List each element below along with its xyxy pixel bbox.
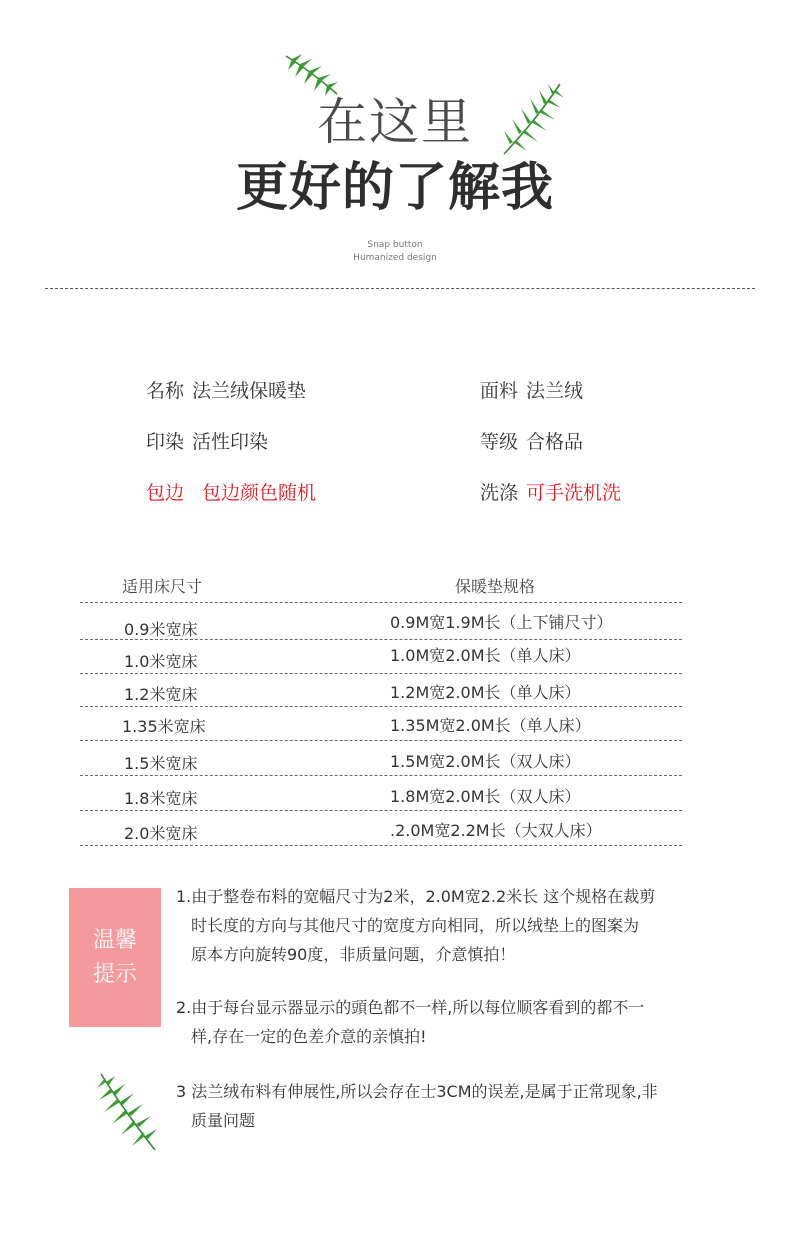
table-cell-spec: 1.8M宽2.0M长（双人床） <box>390 787 581 806</box>
header-divider <box>45 288 755 289</box>
tips-badge-line1: 温馨 <box>92 927 137 953</box>
table-divider <box>80 740 682 741</box>
spec-label: 洗涤 <box>480 482 519 504</box>
table-divider <box>80 706 682 707</box>
spec-value: 活性印染 <box>192 431 269 453</box>
table-divider <box>80 845 682 846</box>
table-cell-bed: 1.8米宽床 <box>124 789 198 808</box>
spec-value: 可手洗机洗 <box>526 482 622 504</box>
spec-label: 印染 <box>146 431 185 453</box>
subtitle-line2: Humanized design <box>353 253 437 263</box>
table-header-pad-spec: 保暖垫规格 <box>455 577 536 596</box>
spec-label: 名称 <box>146 380 185 402</box>
table-divider <box>80 639 682 640</box>
spec-label: 等级 <box>480 431 519 453</box>
table-cell-bed: 1.0米宽床 <box>124 652 198 671</box>
table-cell-bed: 2.0米宽床 <box>124 824 198 843</box>
table-cell-bed: 1.2米宽床 <box>124 685 198 704</box>
tip-note-line: 3 法兰绒布料有伸展性,所以会存在士3CM的误差,是属于正常现象,非 <box>176 1082 658 1101</box>
spec-item <box>146 427 268 454</box>
spec-label: 包边 <box>146 482 185 504</box>
table-header-bed-size: 适用床尺寸 <box>122 577 203 596</box>
table-cell-bed: 1.5米宽床 <box>124 754 198 773</box>
tip-note-line: 1.由于整卷布料的宽幅尺寸为2米，2.0M宽2.2米长 这个规格在裁剪 <box>176 887 656 906</box>
spec-item <box>480 427 583 454</box>
spec-item <box>480 376 583 403</box>
table-cell-spec: 1.35M宽2.0M长（单人床） <box>390 716 591 735</box>
spec-item <box>146 478 316 505</box>
table-cell-spec: 1.0M宽2.0M长（单人床） <box>390 646 581 665</box>
table-cell-bed: 1.35米宽床 <box>122 717 206 736</box>
spec-item <box>146 376 306 403</box>
subtitle-line1: Snap button <box>367 240 423 250</box>
page-title-line2: 更好的了解我 <box>235 158 554 218</box>
tips-badge-line2: 提示 <box>92 961 137 987</box>
tip-note-line: 样,存在一定的色差介意的亲慎拍! <box>191 1027 427 1046</box>
spec-item <box>480 478 621 505</box>
tip-note-3 <box>176 1077 716 1135</box>
spec-value: 法兰绒保暖垫 <box>192 380 307 402</box>
spec-value: 包边颜色随机 <box>202 482 317 504</box>
spec-value: 合格品 <box>526 431 584 453</box>
tip-note-2 <box>176 993 716 1051</box>
table-divider <box>80 810 682 811</box>
table-cell-spec: 1.2M宽2.0M长（单人床） <box>390 683 581 702</box>
tip-note-line: 时长度的方向与其他尺寸的宽度方向相同，所以绒垫上的图案为 <box>191 916 640 935</box>
table-divider <box>80 602 682 603</box>
table-divider <box>80 673 682 674</box>
table-divider <box>80 775 682 776</box>
spec-value: 法兰绒 <box>526 380 584 402</box>
table-cell-spec: 1.5M宽2.0M长（双人床） <box>390 752 581 771</box>
tip-note-1 <box>176 882 716 969</box>
page-title-line1: 在这里 <box>317 93 473 151</box>
table-cell-spec: 0.9M宽1.9M长（上下铺尺寸） <box>390 613 613 632</box>
tips-badge <box>69 888 161 1027</box>
fern-leaf-icon <box>95 1070 161 1154</box>
spec-label: 面料 <box>480 380 519 402</box>
table-cell-spec: .2.0M宽2.2M长（大双人床） <box>390 821 602 840</box>
table-cell-bed: 0.9米宽床 <box>124 620 198 639</box>
tip-note-line: 质量问题 <box>191 1111 256 1130</box>
tip-note-line: 2.由于每台显示器显示的頭色都不一样,所以每位顺客看到的都不一 <box>176 998 645 1017</box>
tip-note-line: 原本方向旋转90度，非质量问题，介意慎拍！ <box>191 945 516 964</box>
